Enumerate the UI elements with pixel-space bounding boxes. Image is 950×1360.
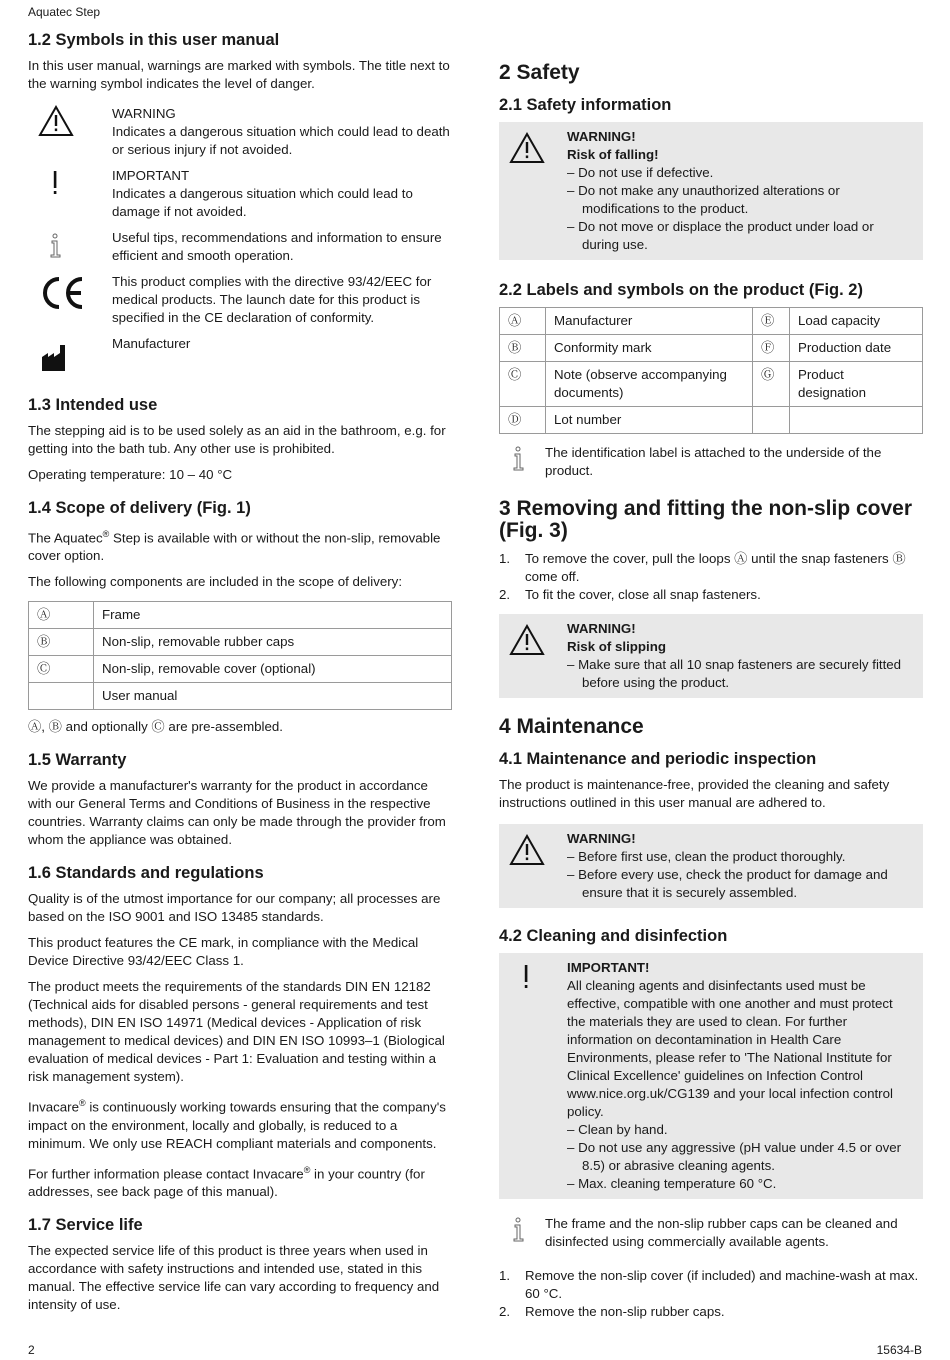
labels-table: [499, 307, 923, 434]
info-icon: [509, 1215, 529, 1245]
right-column: [499, 62, 923, 1329]
delivery-table: [28, 601, 452, 710]
list-item: 1. Remove the non-slip cover (if included) and machine-wash at max. 60 °C.: [499, 1268, 919, 1301]
paragraph: We provide a manufacturer's warranty for the product in accordance with our General Terms and Conditions of Business in the respective countries. Warranty claims can only be made through the provider from whom the appliance was obtained.: [28, 778, 446, 848]
important-label: IMPORTANT: [112, 168, 190, 183]
table-row: [29, 656, 452, 683]
page-number: 2: [28, 1343, 35, 1357]
paragraph: The expected service life of this product is three years when used in accordance with safety instructions and intended use, stated in this manual. The effective service life can vary according to frequency and intensity of use.: [28, 1243, 440, 1313]
ce-description: This product complies with the directive 93/42/EEC for medical products. The launch date for this product is specified in the CE declaration of conformity.: [112, 274, 432, 325]
note-text: The identification label is attached to the underside of the product.: [545, 445, 882, 478]
section-title: 1.7 Service life: [28, 1216, 143, 1235]
table-cell-value: Frame: [94, 602, 452, 629]
table-cell-value: Non-slip, removable rubber caps: [94, 629, 452, 656]
table-row: [29, 629, 452, 656]
manufacturer-description: Manufacturer: [112, 336, 191, 351]
section-title: 1.5 Warranty: [28, 751, 127, 770]
warning-title: WARNING!: [567, 621, 636, 636]
list-item: – Do not make any unauthorized alterations or modifications to the product.: [567, 182, 913, 218]
info-note: [499, 1215, 923, 1251]
paragraph: Quality is of the utmost importance for our company; all processes are based on the ISO 9001 and ISO 13485 standards.: [28, 891, 441, 925]
symbol-row: [28, 335, 452, 375]
paragraph: The product is maintenance-free, provided the cleaning and safety instructions outlined in this user manual are adhered to.: [499, 777, 890, 810]
warning-list: [567, 656, 913, 692]
steps-list: [499, 550, 923, 604]
table-cell-value: Lot number: [546, 407, 753, 434]
table-cell-value: Production date: [790, 335, 923, 362]
paragraph: For further information please contact Invacare® in your country (for addresses, see back page of this manual).: [28, 1164, 425, 1200]
table-cell-value: Conformity mark: [546, 335, 753, 362]
paragraph: The stepping aid is to be used solely as an aid in the bathroom, e.g. for getting into the bath tub. Any other use is prohibited.: [28, 423, 446, 456]
manufacturer-icon: [38, 335, 74, 375]
section-title: 4.1 Maintenance and periodic inspection: [499, 750, 817, 768]
important-text: All cleaning agents and disinfectants used must be effective, compatible with one another and must protect the materials they are used to clean. For further information on decontamination in Health Care Environments, please refer to 'The National Institute for Clinical Excellence' guidelines on Infection Control www.nice.org.uk/CG139 and your local infection control policy.: [567, 978, 893, 1119]
info-description: Useful tips, recommendations and information to ensure efficient and smooth operation.: [112, 230, 442, 263]
table-cell-value: [790, 407, 923, 434]
section-title: 2.1 Safety information: [499, 96, 672, 114]
exclamation-icon: [509, 963, 545, 995]
paragraph: Operating temperature: 10 – 40 °C: [28, 467, 233, 482]
running-header: Aquatec Step: [28, 5, 101, 19]
table-cell-key: Ⓑ: [500, 335, 546, 362]
info-icon: [509, 444, 529, 474]
table-cell-value: Non-slip, removable cover (optional): [94, 656, 452, 683]
table-cell-value: Note (observe accompanying documents): [546, 362, 753, 407]
list-item: – Clean by hand.: [567, 1121, 913, 1139]
table-cell-key: Ⓔ: [753, 308, 790, 335]
list-item: – Before every use, check the product for damage and ensure that it is securely assembled.: [567, 866, 913, 902]
table-cell-key: Ⓒ: [29, 656, 94, 683]
steps-list: [499, 1267, 923, 1321]
table-row: [500, 362, 923, 407]
warning-box: [499, 824, 923, 908]
table-cell-key: [29, 683, 94, 710]
table-cell-key: Ⓐ: [29, 602, 94, 629]
warning-list: [567, 848, 913, 902]
paragraph: In this user manual, warnings are marked with symbols. The title next to the warning symbol indicates the level of danger.: [28, 58, 450, 91]
table-cell-key: Ⓒ: [500, 362, 546, 407]
list-item: – Before first use, clean the product thoroughly.: [567, 848, 913, 866]
section-title: 1.6 Standards and regulations: [28, 864, 264, 883]
list-item: 1. To remove the cover, pull the loops Ⓐ until the snap fasteners Ⓑ come off.: [499, 551, 906, 584]
table-cell-value: Load capacity: [790, 308, 923, 335]
important-description: Indicates a dangerous situation which could lead to damage if not avoided.: [112, 186, 413, 219]
symbol-row: [28, 167, 452, 221]
warning-triangle-icon: [38, 105, 74, 137]
section-title: 2.2 Labels and symbols on the product (Fig. 2): [499, 281, 863, 299]
note-text: The frame and the non-slip rubber caps can be cleaned and disinfected using commercially available agents.: [545, 1216, 898, 1249]
table-row: [29, 683, 452, 710]
table-cell-key: Ⓑ: [29, 629, 94, 656]
ce-mark-icon: [38, 273, 88, 313]
list-item: – Do not use any aggressive (pH value under 4.5 or over 8.5) or abrasive cleaning agents.: [567, 1139, 913, 1175]
info-note: [499, 444, 923, 480]
table-row: [29, 602, 452, 629]
warning-triangle-icon: [509, 624, 545, 656]
chapter-title: 4 Maintenance: [499, 715, 644, 738]
list-item: – Max. cleaning temperature 60 °C.: [567, 1175, 913, 1193]
warning-triangle-icon: [509, 834, 545, 866]
paragraph: Ⓐ, Ⓑ and optionally Ⓒ are pre-assembled.: [28, 719, 283, 735]
table-cell-key: [753, 407, 790, 434]
important-title: IMPORTANT!: [567, 960, 650, 975]
table-cell-key: Ⓕ: [753, 335, 790, 362]
table-cell-value: User manual: [94, 683, 452, 710]
list-item: 2. Remove the non-slip rubber caps.: [499, 1304, 725, 1319]
paragraph: The product meets the requirements of the standards DIN EN 12182 (Technical aids for disabled persons - general requirements and test methods), DIN EN ISO 14971 (Medical devices - Application of risk management to medical devices) and DIN EN ISO 10993–1 (Biological evaluation of medical devices - Part 1: Evaluation and testing within a risk management system).: [28, 979, 445, 1085]
important-list: [567, 1121, 913, 1193]
symbol-row: [28, 105, 452, 159]
symbol-row: [28, 273, 452, 327]
important-box: [499, 953, 923, 1199]
table-row: [500, 308, 923, 335]
paragraph: Invacare® is continuously working towards ensuring that the company's impact on the environment, locally and globally, is reduced to a minimum. We only use REACH compliant materials and components.: [28, 1098, 446, 1151]
warning-description: Indicates a dangerous situation which could lead to death or serious injury if not avoided.: [112, 124, 450, 157]
document-id: 15634-B: [876, 1343, 922, 1357]
section-title: 1.2 Symbols in this user manual: [28, 31, 280, 49]
warning-box: [499, 614, 923, 698]
symbol-row: [28, 229, 452, 265]
warning-title: WARNING!: [567, 129, 636, 144]
list-item: 2. To fit the cover, close all snap fasteners.: [499, 587, 761, 602]
list-item: – Do not use if defective.: [567, 164, 913, 182]
table-cell-value: Manufacturer: [546, 308, 753, 335]
left-column: [28, 30, 452, 1322]
paragraph: The following components are included in the scope of delivery:: [28, 574, 403, 590]
table-cell-key: Ⓐ: [500, 308, 546, 335]
warning-title: WARNING!: [567, 831, 636, 846]
warning-subtitle: Risk of falling!: [567, 147, 659, 162]
info-icon: [38, 229, 74, 261]
section-title: 4.2 Cleaning and disinfection: [499, 927, 728, 945]
paragraph: The Aquatec® Step is available with or without the non-slip, removable cover option.: [28, 529, 441, 564]
warning-box: [499, 122, 923, 260]
chapter-title: 3 Removing and fitting the non-slip cover (Fig. 3): [499, 497, 913, 542]
warning-subtitle: Risk of slipping: [567, 639, 666, 654]
warning-label: WARNING: [112, 106, 176, 121]
list-item: – Do not move or displace the product under load or during use.: [567, 218, 913, 254]
section-title: 1.4 Scope of delivery (Fig. 1): [28, 499, 251, 517]
table-row: [500, 407, 923, 434]
table-cell-key: Ⓖ: [753, 362, 790, 407]
chapter-title: 2 Safety: [499, 61, 580, 84]
table-row: [500, 335, 923, 362]
list-item: – Make sure that all 10 snap fasteners are securely fitted before using the product.: [567, 656, 913, 692]
paragraph: This product features the CE mark, in compliance with the Medical Device Directive 93/42/EEC Class 1.: [28, 935, 419, 969]
section-title: 1.3 Intended use: [28, 396, 158, 414]
table-cell-key: Ⓓ: [500, 407, 546, 434]
table-cell-value: Product designation: [790, 362, 923, 407]
exclamation-icon: [38, 167, 74, 199]
warning-triangle-icon: [509, 132, 545, 164]
warning-list: [567, 164, 913, 254]
